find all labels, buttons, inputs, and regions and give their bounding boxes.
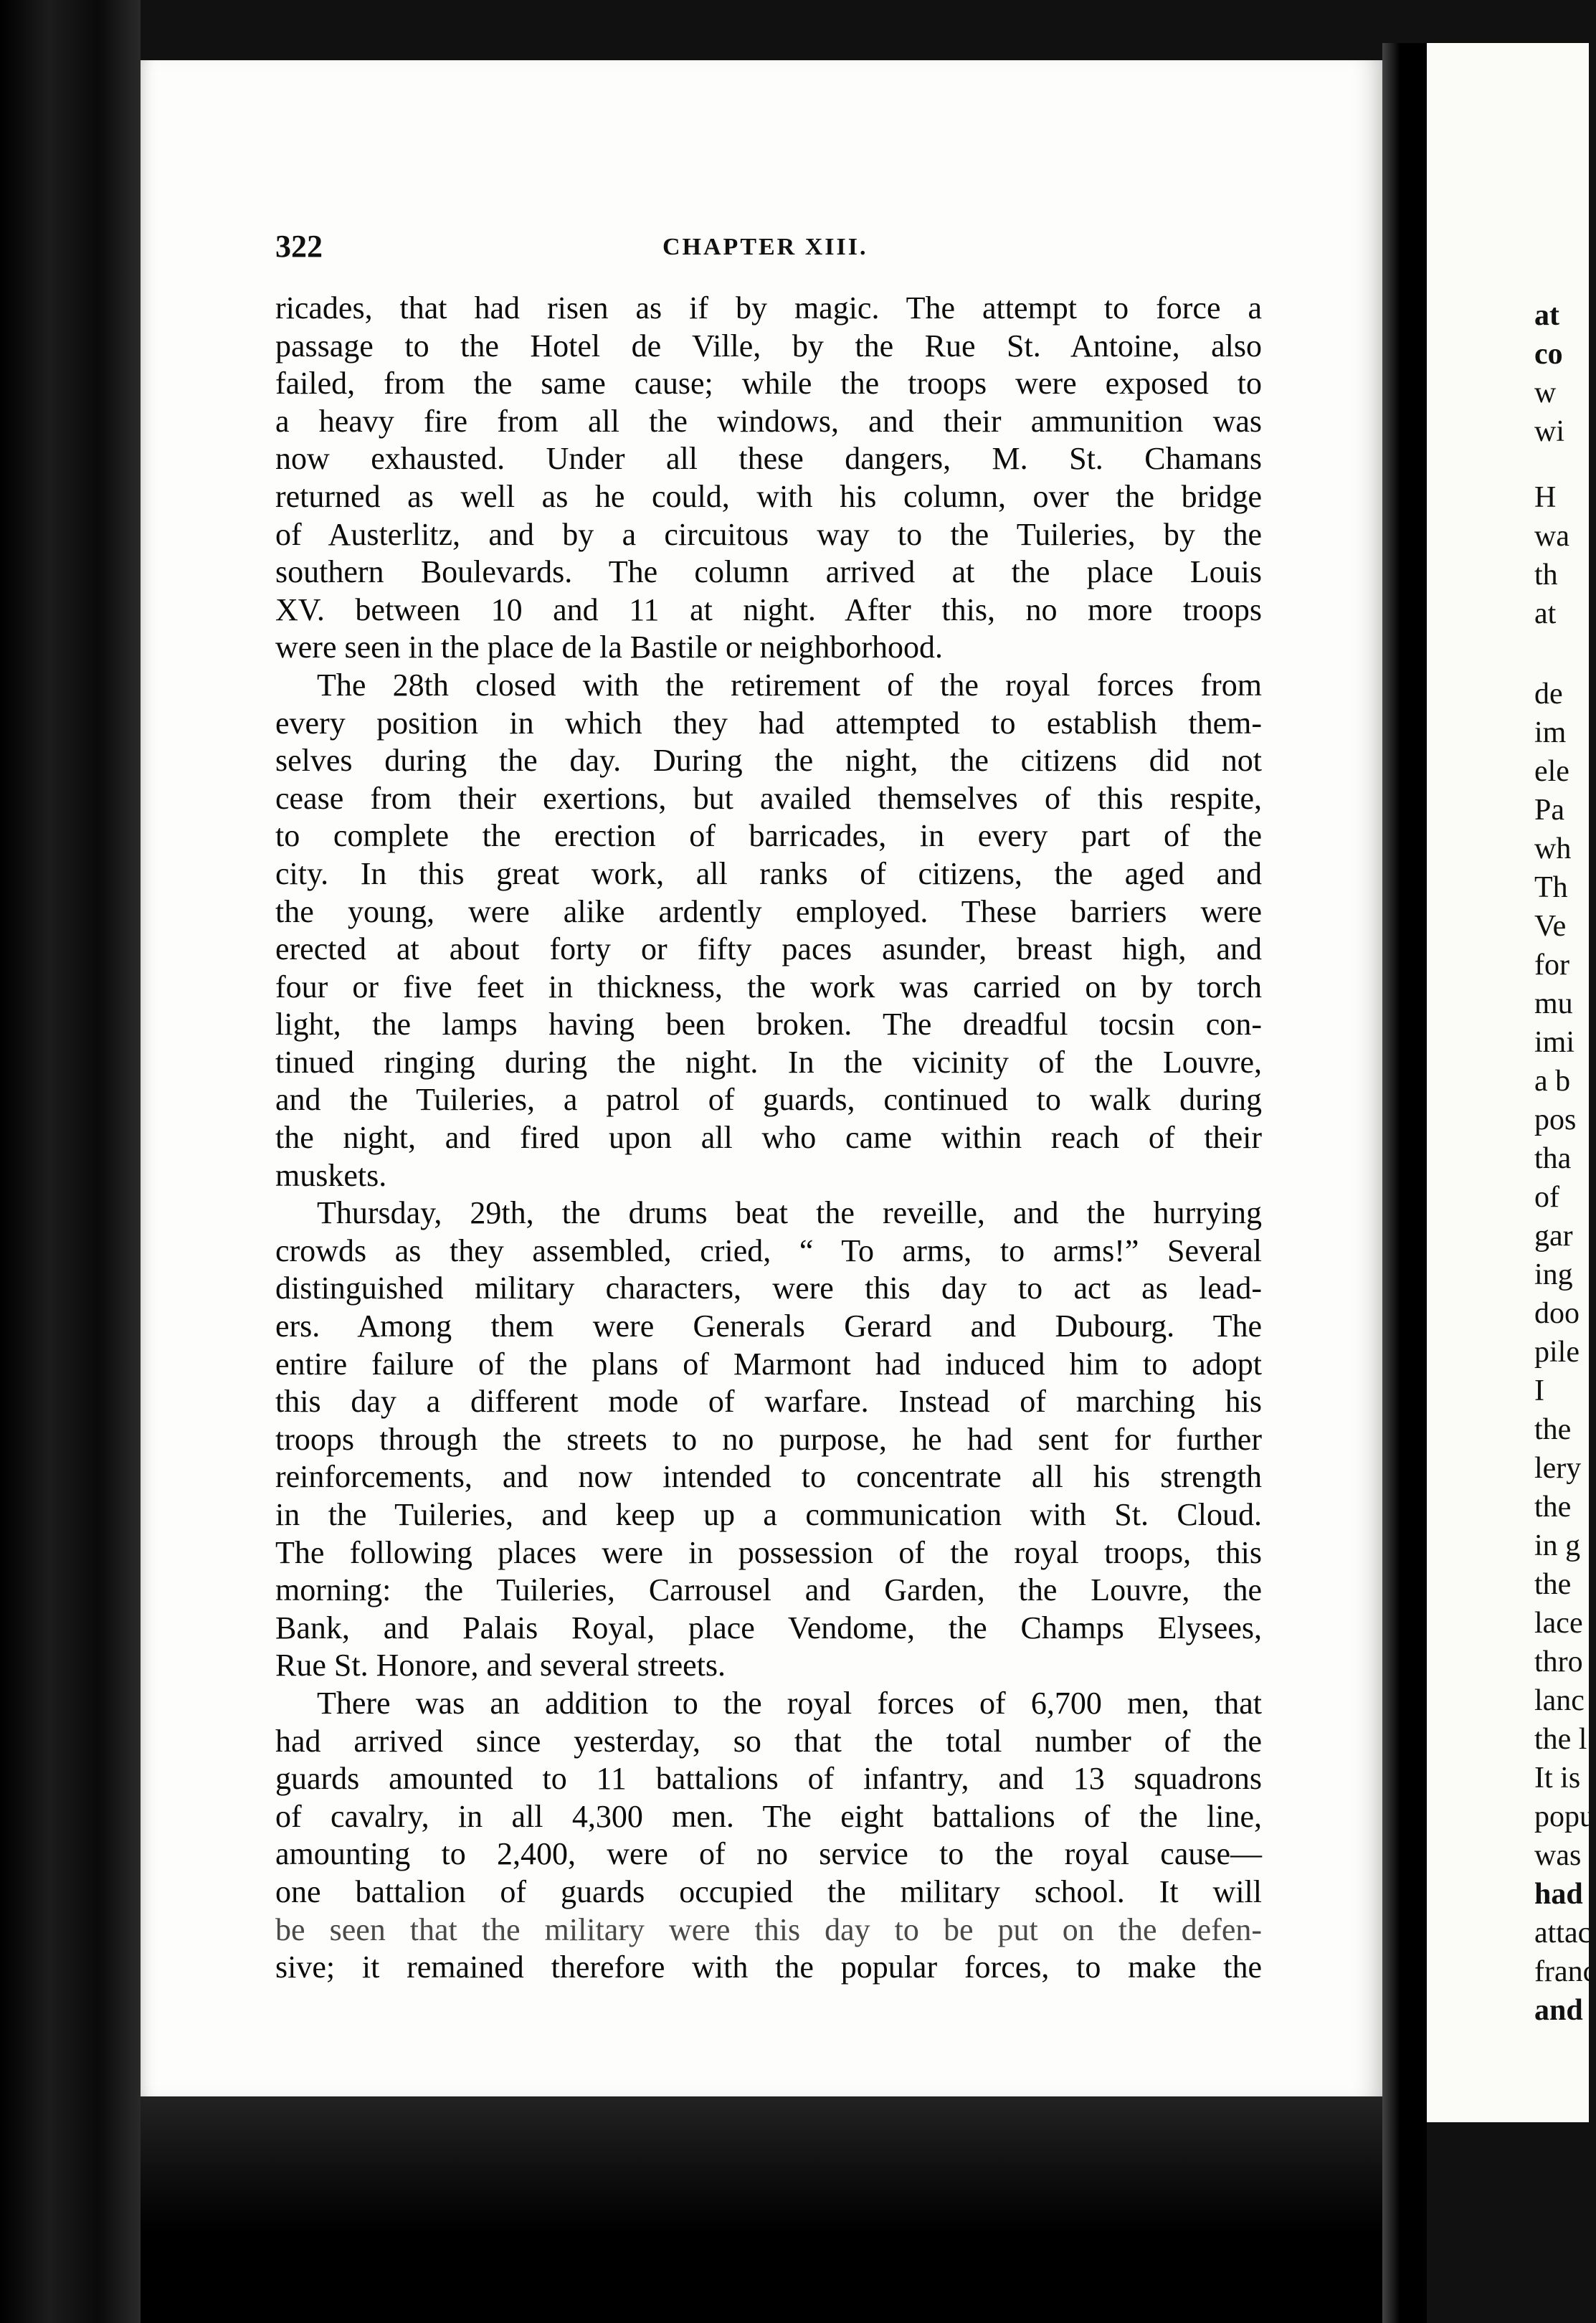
- text-line: XV. between 10 and 11 at night. After this, no more troops: [275, 592, 1262, 627]
- text-line: of cavalry, in all 4,300 men. The eight battalions of the line,: [275, 1798, 1262, 1834]
- text-line: Bank, and Palais Royal, place Vendome, the Champs Elysees,: [275, 1610, 1262, 1645]
- book-spine-shadow: [0, 0, 141, 2323]
- facing-fragment: pos: [1534, 1103, 1577, 1136]
- text-line: reinforcements, and now intended to concentrate all his strength: [275, 1459, 1262, 1495]
- text-line: city. In this great work, all ranks of citizens, the aged and: [275, 855, 1262, 891]
- text-line: amounting to 2,400, were of no service to the royal cause—: [275, 1836, 1262, 1872]
- facing-fragment: It is: [1534, 1762, 1581, 1795]
- facing-fragment: a b: [1534, 1065, 1571, 1098]
- facing-fragment: de: [1534, 678, 1563, 711]
- facing-fragment: the: [1534, 1491, 1572, 1524]
- facing-fragment: the: [1534, 1568, 1572, 1601]
- text-line: to complete the erection of barricades, in every part of the: [275, 818, 1262, 854]
- facing-fragment: ele: [1534, 755, 1569, 788]
- page-number: 322: [275, 229, 323, 264]
- text-line: the night, and fired upon all who came within reach of their: [275, 1120, 1262, 1156]
- facing-fragment: attac: [1534, 1916, 1592, 1949]
- running-head: CHAPTER XIII.: [662, 234, 868, 260]
- text-line: muskets.: [275, 1157, 387, 1193]
- facing-fragment: I: [1534, 1374, 1544, 1407]
- facing-fragment: was: [1534, 1839, 1582, 1872]
- text-line: ers. Among them were Generals Gerard and Dubourg. The: [275, 1308, 1262, 1344]
- page-bottom-shadow: [141, 2096, 1402, 2323]
- facing-fragment: co: [1534, 338, 1563, 371]
- text-line: returned as well as he could, with his column, over the bridge: [275, 478, 1262, 514]
- text-line: one battalion of guards occupied the military school. It will: [275, 1873, 1262, 1909]
- facing-fragment: th: [1534, 559, 1558, 592]
- facing-fragment: franc: [1534, 1955, 1596, 1988]
- text-line: troops through the streets to no purpose, he had sent for further: [275, 1421, 1262, 1457]
- text-line: crowds as they assembled, cried, “ To arms, to arms!” Several: [275, 1232, 1262, 1268]
- facing-fragment: doo: [1534, 1297, 1580, 1330]
- text-line: light, the lamps having been broken. The dreadful tocsin con-: [275, 1007, 1262, 1042]
- text-line: The 28th closed with the retirement of the royal forces from: [317, 667, 1262, 703]
- facing-fragment: had: [1534, 1878, 1583, 1911]
- text-line: selves during the day. During the night, the citizens did not: [275, 743, 1262, 779]
- text-line: morning: the Tuileries, Carrousel and Garden, the Louvre, the: [275, 1572, 1262, 1608]
- text-line: erected at about forty or fifty paces asunder, breast high, and: [275, 931, 1262, 967]
- text-line: The following places were in possession of the royal troops, this: [275, 1534, 1262, 1570]
- facing-fragment: the: [1534, 1413, 1572, 1446]
- text-line: southern Boulevards. The column arrived at the place Louis: [275, 554, 1262, 590]
- text-line: this day a different mode of warfare. Instead of marching his: [275, 1384, 1262, 1420]
- text-line: failed, from the same cause; while the troops were exposed to: [275, 366, 1262, 402]
- text-line: had arrived since yesterday, so that the total number of the: [275, 1723, 1262, 1759]
- text-line: and the Tuileries, a patrol of guards, continued to walk during: [275, 1082, 1262, 1118]
- text-line: be seen that the military were this day to be put on the defen-: [275, 1911, 1262, 1947]
- text-line: entire failure of the plans of Marmont had induced him to adopt: [275, 1346, 1262, 1382]
- text-line: distinguished military characters, were this day to act as lead-: [275, 1270, 1262, 1306]
- text-line: Rue St. Honore, and several streets.: [275, 1648, 726, 1683]
- facing-fragment: Th: [1534, 871, 1568, 904]
- text-line: tinued ringing during the night. In the vicinity of the Louvre,: [275, 1044, 1262, 1080]
- facing-fragment: H: [1534, 481, 1557, 514]
- facing-fragment: at: [1534, 597, 1557, 630]
- text-line: of Austerlitz, and by a circuitous way to the Tuileries, by the: [275, 516, 1262, 552]
- facing-fragment: wi: [1534, 415, 1564, 448]
- text-line: now exhausted. Under all these dangers, M. St. Chamans: [275, 441, 1262, 477]
- facing-fragment: ing: [1534, 1258, 1573, 1291]
- facing-fragment: imi: [1534, 1026, 1575, 1059]
- text-line: There was an addition to the royal forces of 6,700 men, that: [317, 1685, 1262, 1721]
- facing-fragment: lace: [1534, 1607, 1583, 1640]
- facing-fragment: in g: [1534, 1529, 1581, 1562]
- text-line: a heavy fire from all the windows, and their ammunition was: [275, 403, 1262, 439]
- book-gutter: [1382, 43, 1427, 2323]
- facing-fragment: gar: [1534, 1220, 1573, 1253]
- facing-fragment: of: [1534, 1181, 1559, 1214]
- text-line: guards amounted to 11 battalions of infantry, and 13 squadrons: [275, 1761, 1262, 1797]
- body-text: [275, 290, 1262, 1987]
- text-line: every position in which they had attempted to establish them-: [275, 705, 1262, 741]
- text-line: were seen in the place de la Bastile or neighborhood.: [275, 630, 944, 665]
- facing-fragment: for: [1534, 949, 1569, 982]
- facing-fragment: tha: [1534, 1142, 1572, 1175]
- text-line: cease from their exertions, but availed themselves of this respite,: [275, 780, 1262, 816]
- text-line: Thursday, 29th, the drums beat the reveille, and the hurrying: [317, 1195, 1262, 1231]
- text-line: sive; it remained therefore with the popular forces, to make the: [275, 1949, 1262, 1985]
- facing-fragment: lanc: [1534, 1684, 1585, 1717]
- facing-fragment: Ve: [1534, 910, 1567, 943]
- facing-fragment: and: [1534, 1994, 1583, 2027]
- facing-fragment: w: [1534, 376, 1557, 409]
- facing-fragment: im: [1534, 716, 1567, 749]
- facing-fragment: the l: [1534, 1723, 1587, 1756]
- facing-fragment: Pa: [1534, 794, 1564, 827]
- facing-fragment: at: [1534, 299, 1559, 332]
- facing-fragment: wh: [1534, 832, 1572, 865]
- facing-fragment: wa: [1534, 520, 1569, 553]
- text-line: the young, were alike ardently employed. These barriers were: [275, 893, 1262, 929]
- facing-fragment: mu: [1534, 987, 1573, 1020]
- text-line: in the Tuileries, and keep up a communication with St. Cloud.: [275, 1497, 1262, 1532]
- facing-fragment: lery: [1534, 1452, 1582, 1485]
- text-line: four or five feet in thickness, the work was carried on by torch: [275, 969, 1262, 1004]
- facing-fragment: pile: [1534, 1336, 1580, 1369]
- facing-fragment: thro: [1534, 1645, 1583, 1678]
- text-line: ricades, that had risen as if by magic. The attempt to force a: [275, 290, 1262, 326]
- facing-fragment: popu: [1534, 1800, 1595, 1833]
- page-header: [275, 228, 1279, 271]
- text-line: passage to the Hotel de Ville, by the Rue St. Antoine, also: [275, 328, 1262, 364]
